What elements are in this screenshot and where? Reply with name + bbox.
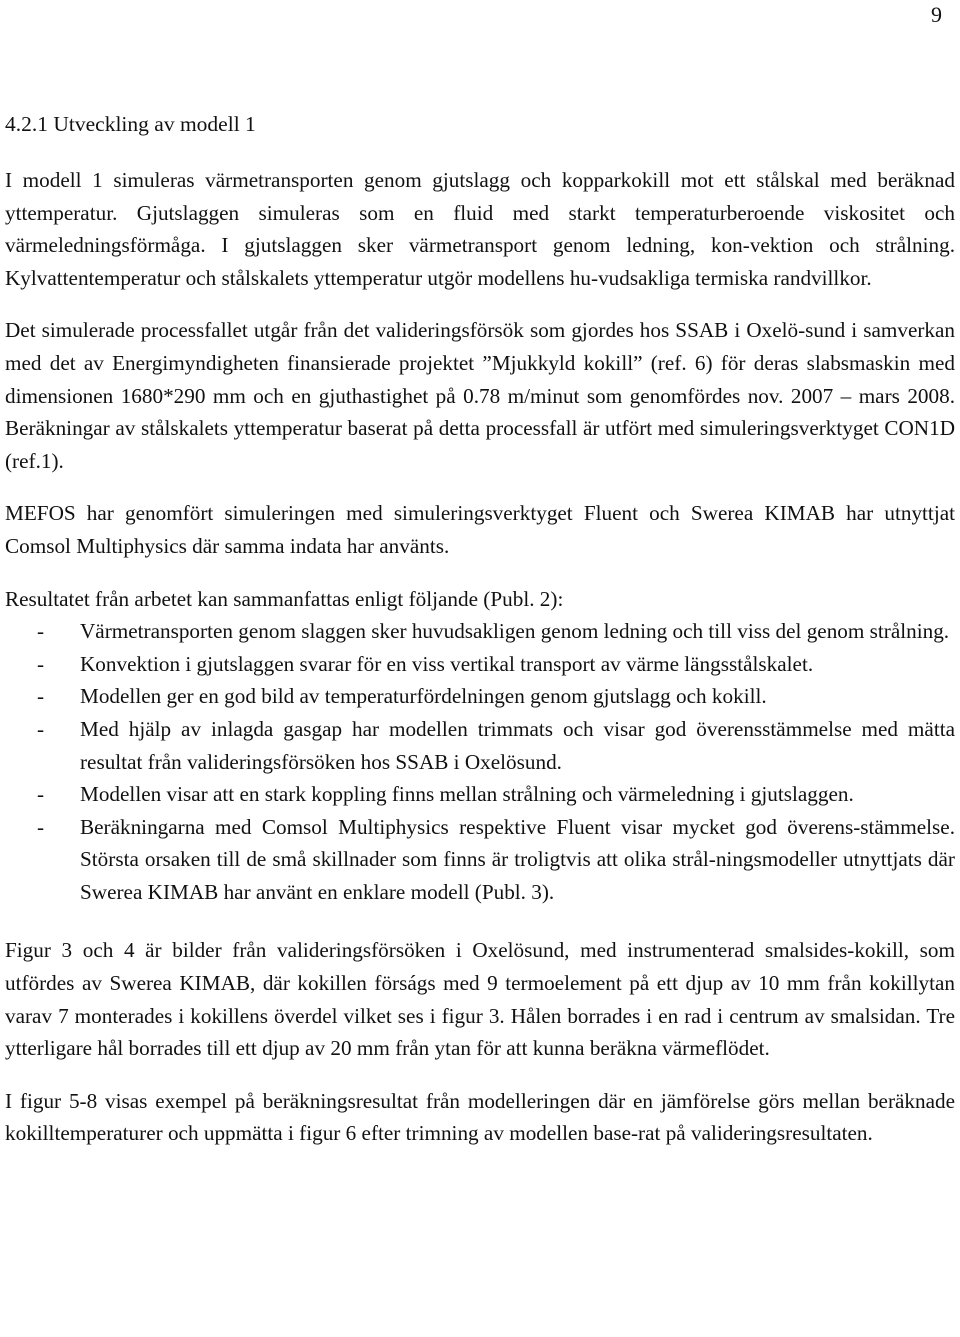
list-item [5,778,955,811]
results-list [5,615,955,908]
list-item [5,680,955,713]
list-dash: - [37,814,45,839]
paragraph-figures-3-4: Figur 3 och 4 är bilder från valideringsförsöken i Oxelösund, med instrumenterad smalsides-kokill, som utfördes av Swerea KIMAB, där kokillen förságs med 9 termoelement på ett djup av 10 mm från kokillytan varav 7 monterades i kokillens överdel vilket ses i figur 3. Hålen borrades i en rad i centrum av smalsidan. Tre ytterligare hål borrades till ett djup av 20 mm från ytan för att kunna beräkna värmeflödet. [5,938,955,1061]
list-dash: - [37,782,45,807]
paragraph-process-case: Det simulerade processfallet utgår från det valideringsförsök som gjordes hos SSAB i Oxelö-sund i samverkan med det av Energimyndigheten finansierade projektet ”Mjukkyld kokill” (ref. 6) för deras slabsmaskin med dimensionen 1680*290 mm och en gjuthastighet på 0.78 m/minut som genomfördes nov. 2007 – mars 2008. Beräkningar av stålskalets yttemperatur baserat på detta processfall är utfört med simuleringsverktyget CON1D (ref.1). [5,318,955,473]
list-item-text: Med hjälp av inlagda gasgap har modellen trimmats och visar god överensstämmelse med mätta resultat från valideringsförsöken hos SSAB i Oxelösund. [80,716,955,774]
list-dash: - [37,619,45,644]
list-item-text: Konvektion i gjutslaggen svarar för en viss vertikal transport av värme längsstålskalet. [80,651,814,676]
list-dash: - [37,651,45,676]
list-item [5,615,955,648]
paragraph-figures-5-8: I figur 5-8 visas exempel på beräkningsresultat från modelleringen där en jämförelse görs mellan beräknade kokilltemperaturer och uppmätta i figur 6 efter trimning av modellen base-rat på valideringsresultaten. [5,1088,955,1146]
paragraph-simulation-tools: MEFOS har genomfört simuleringen med simuleringsverktyget Fluent och Swerea KIMAB har utnyttjat Comsol Multiphysics där samma indata har använts. [5,501,955,558]
list-item-text: Modellen ger en god bild av temperaturfördelningen genom gjutslagg och kokill. [80,684,767,709]
list-item-text: Beräkningarna med Comsol Multiphysics respektive Fluent visar mycket god överens-stämmelse. Största orsaken till de små skillnader som finns är troligtvis att olika strål-ningsmodeller utnyttjats där Swerea KIMAB har använt en enklare modell (Publ. 3). [80,814,955,904]
list-dash: - [37,716,45,741]
list-item [5,713,955,778]
list-item [5,648,955,681]
paragraph-results-intro: Resultatet från arbetet kan sammanfattas enligt följande (Publ. 2): [5,586,564,611]
page-number: 9 [931,2,942,27]
list-dash: - [37,684,45,709]
list-item-text: Värmetransporten genom slaggen sker huvudsakligen genom ledning och till viss del genom strålning. [80,619,950,644]
list-item [5,811,955,909]
page-content [5,108,955,1170]
list-item-text: Modellen visar att en stark koppling finns mellan strålning och värmeledning i gjutslaggen. [80,782,854,807]
paragraph-model-description: I modell 1 simuleras värmetransporten genom gjutslagg och kopparkokill mot ett stålskal med beräknad yttemperatur. Gjutslaggen simuleras som en fluid med starkt temperaturberoende viskositet och värmeledningsförmåga. I gjutslaggen sker värmetransport genom ledning, kon-vektion och strålning. Kylvattentemperatur och stålskalets yttemperatur utgör modellens hu-vudsakliga termiska randvillkor. [5,168,955,290]
section-heading: 4.2.1 Utveckling av modell 1 [5,112,256,136]
